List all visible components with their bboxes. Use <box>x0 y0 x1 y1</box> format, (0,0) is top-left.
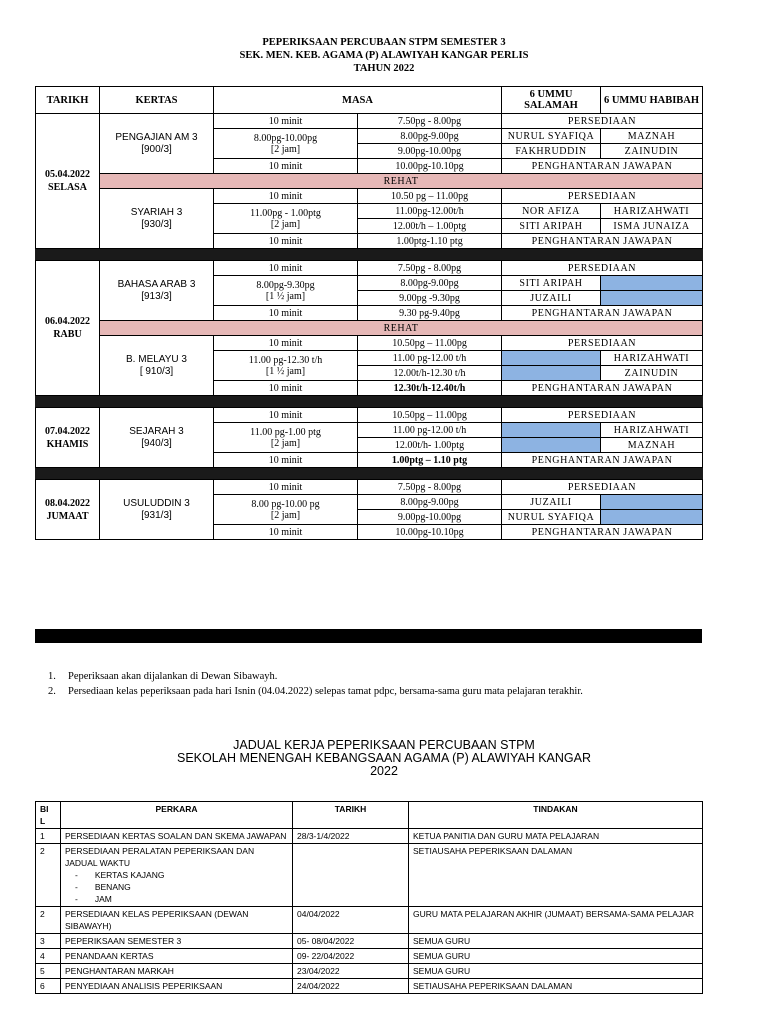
paper-code: [931/3] <box>141 509 172 521</box>
exam-duration <box>214 276 358 306</box>
work-perkara <box>61 979 293 994</box>
work-row <box>36 949 703 964</box>
slot2-salamah <box>502 366 601 381</box>
send-label: PENGHANTARAN JAWAPAN <box>502 381 703 396</box>
slot1-salamah: JUZAILI <box>502 495 601 510</box>
paper-name: SEJARAH 3 <box>129 425 184 437</box>
work-row <box>36 979 703 994</box>
work-item: - JAM <box>97 893 288 905</box>
slot2-salamah: SITI ARIPAH <box>502 219 601 234</box>
prep-time: 7.50pg - 8.00pg <box>358 480 502 495</box>
work-tarikh: 09- 22/04/2022 <box>293 949 409 964</box>
exam-duration <box>214 423 358 453</box>
send-duration: 10 minit <box>214 525 358 540</box>
paper-cell <box>100 261 214 321</box>
col-masa: MASA <box>214 87 502 114</box>
paper-name: USULUDDIN 3 <box>123 497 190 509</box>
slot1-habibah: HARIZAHWATI <box>601 423 703 438</box>
notes-list <box>48 669 583 699</box>
slot1-habibah: MAZNAH <box>601 129 703 144</box>
send-label: PENGHANTARAN JAWAPAN <box>502 306 703 321</box>
slot2-salamah <box>502 438 601 453</box>
prep-label: PERSEDIAAN <box>502 261 703 276</box>
work-tindakan: SEMUA GURU <box>409 934 703 949</box>
work-tindakan: SEMUA GURU <box>409 949 703 964</box>
note-text: Peperiksaan akan dijalankan di Dewan Sibawayh. <box>68 671 278 682</box>
work-bil: 3 <box>36 934 61 949</box>
slot2-habibah: ZAINUDIN <box>601 366 703 381</box>
note-text: Persediaan kelas peperiksaan pada hari Isnin (04.04.2022) selepas tamat pdpc, bersama-sama guru mata pelajaran terakhir. <box>68 686 583 697</box>
slot2-habibah: MAZNAH <box>601 438 703 453</box>
work-perkara-text: PENYEDIAAN ANALISIS PEPERIKSAAN <box>65 981 223 991</box>
send-time: 12.30t/h-12.40t/h <box>358 381 502 396</box>
slot2-salamah: JUZAILI <box>502 291 601 306</box>
paper-cell <box>100 114 214 174</box>
prep-duration: 10 minit <box>214 189 358 204</box>
exam-length: [2 jam] <box>270 218 301 230</box>
note-item <box>48 684 583 699</box>
work-bil: 6 <box>36 979 61 994</box>
exam-duration <box>214 204 358 234</box>
day-separator <box>36 396 703 408</box>
slot1-time: 11.00pg-12.00t/h <box>358 204 502 219</box>
prep-duration: 10 minit <box>214 114 358 129</box>
slot2-time: 12.00t/h – 1.00ptg <box>358 219 502 234</box>
exam-length: [2 jam] <box>270 143 301 155</box>
schedule-row <box>36 480 703 495</box>
day-value: SELASA <box>48 182 87 193</box>
slot1-habibah <box>601 495 703 510</box>
exam-schedule-table <box>35 86 703 540</box>
paper-code: [940/3] <box>141 437 172 449</box>
slot1-time: 8.00pg-9.00pg <box>358 495 502 510</box>
slot2-habibah <box>601 291 703 306</box>
paper-name: PENGAJIAN AM 3 <box>115 131 198 143</box>
prep-label: PERSEDIAAN <box>502 408 703 423</box>
slot2-salamah: NURUL SYAFIQA <box>502 510 601 525</box>
work-body <box>36 829 703 994</box>
slot1-salamah: NURUL SYAFIQA <box>502 129 601 144</box>
prep-time: 10.50 pg – 11.00pg <box>358 189 502 204</box>
send-time: 10.00pg-10.10pg <box>358 525 502 540</box>
slot2-habibah <box>601 510 703 525</box>
send-label: PENGHANTARAN JAWAPAN <box>502 234 703 249</box>
prep-time: 10.50pg – 11.00pg <box>358 408 502 423</box>
date-value: 07.04.2022 <box>45 425 90 437</box>
work-tindakan: SETIAUSAHA PEPERIKSAAN DALAMAN <box>409 844 703 907</box>
schedule-header-row <box>36 87 703 114</box>
work-item-list <box>65 869 288 905</box>
slot2-habibah: ISMA JUNAIZA <box>601 219 703 234</box>
send-time: 1.00ptg-1.10 ptg <box>358 234 502 249</box>
schedule-row <box>36 261 703 276</box>
schedule-row <box>36 336 703 351</box>
work-item: - KERTAS KAJANG <box>97 869 288 881</box>
slot2-time: 12.00t/h- 1.00ptg <box>358 438 502 453</box>
work-row <box>36 964 703 979</box>
schedule-row <box>36 408 703 423</box>
work-schedule-table <box>35 801 703 994</box>
prep-duration: 10 minit <box>214 261 358 276</box>
paper-cell <box>100 480 214 540</box>
work-header-row <box>36 802 703 829</box>
separator-cell <box>36 396 703 408</box>
send-duration: 10 minit <box>214 306 358 321</box>
paper-cell <box>100 408 214 468</box>
prep-label: PERSEDIAAN <box>502 114 703 129</box>
send-duration: 10 minit <box>214 381 358 396</box>
col-work-tarikh: TARIKH <box>293 802 409 829</box>
date-value: 05.04.2022 <box>45 169 90 180</box>
work-title <box>0 739 768 778</box>
rehat-cell: REHAT <box>100 174 703 189</box>
exam-length: [2 jam] <box>270 509 301 521</box>
rehat-row <box>36 174 703 189</box>
exam-title-line2: SEK. MEN. KEB. AGAMA (P) ALAWIYAH KANGAR PERLIS <box>239 50 529 61</box>
prep-time: 7.50pg - 8.00pg <box>358 261 502 276</box>
prep-time: 10.50pg – 11.00pg <box>358 336 502 351</box>
slot1-salamah: NOR AFIZA <box>502 204 601 219</box>
prep-duration: 10 minit <box>214 480 358 495</box>
work-perkara-text: PEPERIKSAAN SEMESTER 3 <box>65 936 182 946</box>
schedule-row <box>36 189 703 204</box>
exam-duration <box>214 495 358 525</box>
work-bil: 1 <box>36 829 61 844</box>
slot2-time: 9.00pg -9.30pg <box>358 291 502 306</box>
slot1-salamah: SITI ARIPAH <box>502 276 601 291</box>
col-tarikh: TARIKH <box>36 87 100 114</box>
exam-length: [2 jam] <box>270 437 301 449</box>
exam-range: 11.00pg - 1.00ptg <box>250 207 321 219</box>
exam-title-line1: PEPERIKSAAN PERCUBAAN STPM SEMESTER 3 <box>262 37 506 48</box>
slot1-habibah <box>601 276 703 291</box>
date-cell <box>36 261 100 396</box>
slot1-time: 8.00pg-9.00pg <box>358 276 502 291</box>
prep-label: PERSEDIAAN <box>502 336 703 351</box>
work-perkara-text: PERSEDIAAN PERALATAN PEPERIKSAAN DAN JADUAL WAKTU <box>65 846 255 868</box>
day-separator <box>36 468 703 480</box>
exam-title <box>0 36 768 75</box>
send-duration: 10 minit <box>214 159 358 174</box>
exam-duration <box>214 129 358 159</box>
work-perkara-text: PENANDAAN KERTAS <box>65 951 154 961</box>
separator-cell <box>36 249 703 261</box>
note-item <box>48 669 583 684</box>
send-label: PENGHANTARAN JAWAPAN <box>502 525 703 540</box>
prep-label: PERSEDIAAN <box>502 189 703 204</box>
paper-name: BAHASA ARAB 3 <box>117 278 196 290</box>
paper-code: [ 910/3] <box>139 365 174 377</box>
send-time: 10.00pg-10.10pg <box>358 159 502 174</box>
day-separator <box>36 249 703 261</box>
send-time: 1.00ptg – 1.10 ptg <box>358 453 502 468</box>
paper-code: [930/3] <box>141 218 172 230</box>
day-value: JUMAAT <box>46 510 89 522</box>
work-perkara-text: PERSEDIAAN KERTAS SOALAN DAN SKEMA JAWAPAN <box>65 831 287 841</box>
slot2-time: 9.00pg-10.00pg <box>358 144 502 159</box>
work-tindakan: SEMUA GURU <box>409 964 703 979</box>
work-tarikh <box>293 844 409 907</box>
day-value: RABU <box>53 329 82 340</box>
send-label: PENGHANTARAN JAWAPAN <box>502 159 703 174</box>
work-row <box>36 934 703 949</box>
send-duration: 10 minit <box>214 453 358 468</box>
work-row <box>36 844 703 907</box>
work-tarikh: 28/3-1/4/2022 <box>293 829 409 844</box>
work-perkara <box>61 907 293 934</box>
paper-cell <box>100 189 214 249</box>
prep-time: 7.50pg - 8.00pg <box>358 114 502 129</box>
col-perkara: PERKARA <box>61 802 293 829</box>
exam-range: 11.00 pg-12.30 t/h <box>248 354 323 366</box>
work-bil: 5 <box>36 964 61 979</box>
exam-range: 8.00pg-10.00pg <box>253 132 318 144</box>
work-tindakan: KETUA PANITIA DAN GURU MATA PELAJARAN <box>409 829 703 844</box>
slot1-salamah <box>502 423 601 438</box>
work-bil: 2 <box>36 907 61 934</box>
paper-code: [900/3] <box>141 143 172 155</box>
work-tarikh: 04/04/2022 <box>293 907 409 934</box>
slot1-salamah <box>502 351 601 366</box>
day-value: KHAMIS <box>46 438 89 450</box>
prep-duration: 10 minit <box>214 336 358 351</box>
exam-range: 8.00 pg-10.00 pg <box>251 498 320 510</box>
work-row <box>36 907 703 934</box>
work-row <box>36 829 703 844</box>
work-tindakan: GURU MATA PELAJARAN AKHIR (JUMAAT) BERSAMA-SAMA PELAJAR <box>409 907 703 934</box>
slot2-salamah: FAKHRUDDIN <box>502 144 601 159</box>
slot2-time: 9.00pg-10.00pg <box>358 510 502 525</box>
col-tindakan: TINDAKAN <box>409 802 703 829</box>
work-title-line2: SEKOLAH MENENGAH KEBANGSAAN AGAMA (P) ALAWIYAH KANGAR <box>177 751 591 765</box>
exam-title-line3: TAHUN 2022 <box>353 63 415 74</box>
slot1-time: 8.00pg-9.00pg <box>358 129 502 144</box>
schedule-row <box>36 114 703 129</box>
slot2-habibah: ZAINUDIN <box>601 144 703 159</box>
work-bil: 4 <box>36 949 61 964</box>
work-item: - BENANG <box>97 881 288 893</box>
work-tarikh: 05- 08/04/2022 <box>293 934 409 949</box>
send-label: PENGHANTARAN JAWAPAN <box>502 453 703 468</box>
work-title-line1: JADUAL KERJA PEPERIKSAAN PERCUBAAN STPM <box>233 738 535 752</box>
separator-cell <box>36 468 703 480</box>
work-title-line3: 2022 <box>370 764 398 778</box>
exam-range: 11.00 pg-1.00 ptg <box>250 426 321 438</box>
col-kertas: KERTAS <box>100 87 214 114</box>
work-perkara <box>61 934 293 949</box>
prep-label: PERSEDIAAN <box>502 480 703 495</box>
date-value: 06.04.2022 <box>45 316 90 327</box>
slot2-time: 12.00t/h-12.30 t/h <box>358 366 502 381</box>
col-salamah: 6 UMMU SALAMAH <box>502 87 601 114</box>
slot1-habibah: HARIZAHWATI <box>601 204 703 219</box>
work-perkara <box>61 964 293 979</box>
rehat-cell: REHAT <box>100 321 703 336</box>
date-cell <box>36 480 100 540</box>
work-tindakan: SETIAUSAHA PEPERIKSAAN DALAMAN <box>409 979 703 994</box>
work-perkara <box>61 949 293 964</box>
slot1-habibah: HARIZAHWATI <box>601 351 703 366</box>
exam-length: [1 ½ jam] <box>265 365 306 377</box>
work-tarikh: 24/04/2022 <box>293 979 409 994</box>
paper-name: B. MELAYU 3 <box>126 353 187 365</box>
prep-duration: 10 minit <box>214 408 358 423</box>
date-cell <box>36 114 100 249</box>
date-cell <box>36 408 100 468</box>
note-number: 1. <box>48 671 56 682</box>
work-perkara-text: PENGHANTARAN MARKAH <box>65 966 174 976</box>
paper-name: SYARIAH 3 <box>130 206 183 218</box>
exam-length: [1 ½ jam] <box>265 290 306 302</box>
divider-bar <box>35 629 702 643</box>
paper-code: [913/3] <box>141 290 172 302</box>
work-perkara <box>61 829 293 844</box>
slot1-time: 11.00 pg-12.00 t/h <box>358 351 502 366</box>
work-perkara-text: PERSEDIAAN KELAS PEPERIKSAAN (DEWAN SIBAWAYH) <box>65 909 249 931</box>
col-habibah: 6 UMMU HABIBAH <box>601 87 703 114</box>
work-bil: 2 <box>36 844 61 907</box>
schedule-body <box>36 114 703 540</box>
note-number: 2. <box>48 686 56 697</box>
send-time: 9.30 pg-9.40pg <box>358 306 502 321</box>
slot1-time: 11.00 pg-12.00 t/h <box>358 423 502 438</box>
work-tarikh: 23/04/2022 <box>293 964 409 979</box>
col-bil: BI L <box>36 802 61 829</box>
work-perkara <box>61 844 293 907</box>
rehat-row <box>36 321 703 336</box>
exam-duration <box>214 351 358 381</box>
paper-cell <box>100 336 214 396</box>
send-duration: 10 minit <box>214 234 358 249</box>
date-value: 08.04.2022 <box>45 497 90 509</box>
exam-range: 8.00pg-9.30pg <box>256 279 315 291</box>
